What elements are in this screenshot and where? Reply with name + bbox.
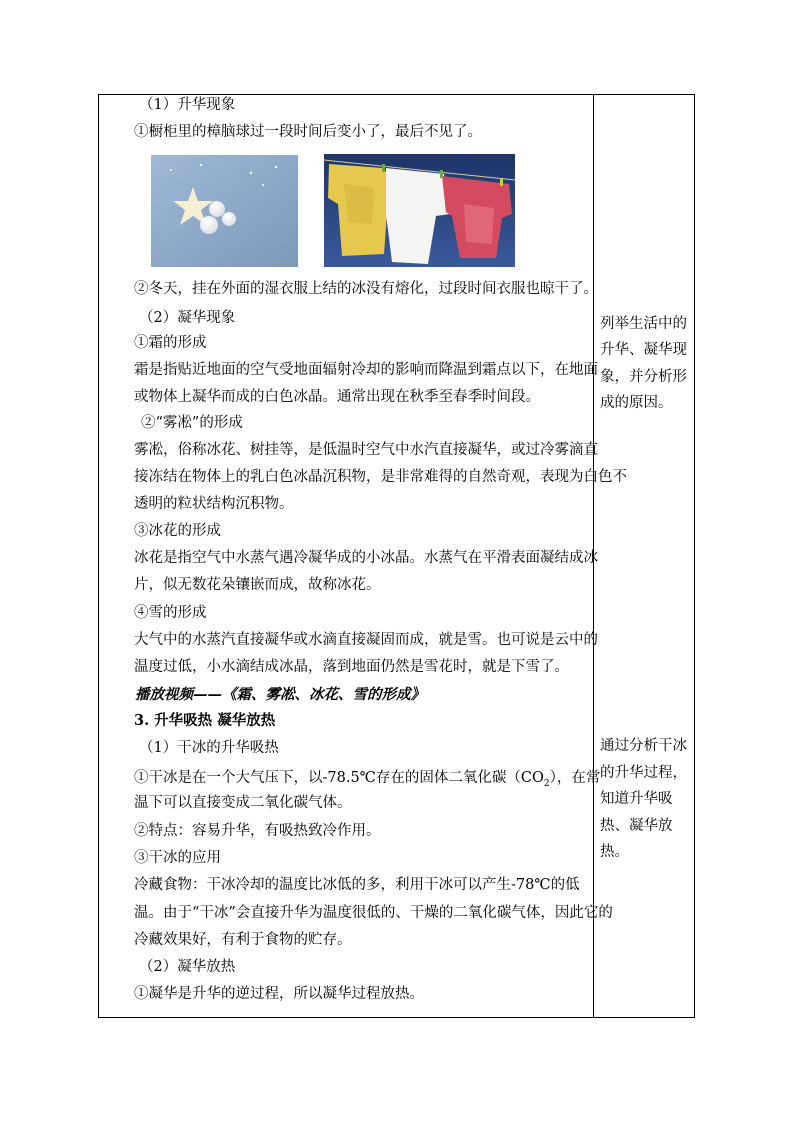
snow-text-line-2: 温度过低，小水滴结成冰晶，落到地面仍然是雪花时，就是下雪了。 bbox=[134, 659, 569, 675]
sublimation-example-2: ②冬天，挂在外面的湿衣服上结的冰没有熔化，过段时间衣服也晾干了。 bbox=[134, 281, 598, 297]
dry-ice-application-line-1: 冷藏食物：干冰冷却的温度比冰低的多，利用干冰可以产生-78℃的低 bbox=[134, 877, 580, 893]
section-sublimation-title: （1）升华现象 bbox=[139, 97, 236, 113]
dry-ice-item-3: ③干冰的应用 bbox=[134, 850, 221, 866]
frost-title: ①霜的形成 bbox=[134, 335, 207, 351]
dry-ice-item-1-line-2: 温下可以直接变成二氧化碳气体。 bbox=[134, 795, 352, 811]
dry-ice-title: （1）干冰的升华吸热 bbox=[139, 740, 279, 756]
section-deposition-title: （2）凝华现象 bbox=[139, 310, 236, 326]
deposition-release-title: （2）凝华放热 bbox=[139, 959, 236, 975]
frost-text-line-2: 或物体上凝华而成的白色冰晶。通常出现在秋季至春季时间段。 bbox=[134, 389, 540, 405]
dry-ice-application-line-3: 冷藏效果好，有利于食物的贮存。 bbox=[134, 932, 352, 948]
lesson-table bbox=[98, 94, 695, 1018]
snow-title: ④雪的形成 bbox=[134, 605, 207, 621]
dry-ice-item-1-part-b: ），在常 bbox=[549, 770, 601, 786]
co2-subscript: 2 bbox=[543, 778, 550, 789]
mothball-image bbox=[151, 155, 298, 267]
note-1-line-3: 象，并分析形 bbox=[600, 369, 687, 385]
note-2-line-1: 通过分析干冰 bbox=[600, 738, 687, 754]
frost-text-line-1: 霜是指贴近地面的空气受地面辐射冷却的影响而降温到霜点以下，在地面 bbox=[134, 362, 598, 378]
mothball-illustration bbox=[151, 155, 298, 267]
note-2-line-5: 热。 bbox=[600, 844, 629, 860]
ice-flower-title: ③冰花的形成 bbox=[134, 523, 221, 539]
rime-text-line-2: 接冻结在物体上的乳白色冰晶沉积物，是非常难得的自然奇观，表现为白色不 bbox=[134, 469, 627, 485]
content-column bbox=[99, 95, 627, 1017]
dry-ice-item-2: ②特点：容易升华，有吸热致冷作用。 bbox=[134, 823, 381, 839]
note-1-line-1: 列举生活中的 bbox=[600, 316, 687, 332]
notes-column bbox=[594, 95, 694, 1017]
dry-ice-item-1-line-1 bbox=[134, 768, 600, 794]
ice-flower-text-line-1: 冰花是指空气中水蒸气遇冷凝华成的小冰晶。水蒸气在平滑表面凝结成冰 bbox=[134, 550, 598, 566]
rime-text-line-1: 雾凇，俗称冰花、树挂等，是低温时空气中水汽直接凝华，或过冷雾滴直 bbox=[134, 442, 598, 458]
note-1-line-2: 升华、凝华现 bbox=[600, 342, 687, 358]
video-line: 播放视频——《霜、雾凇、冰花、雪的形成》 bbox=[135, 686, 425, 703]
note-1-line-4: 成的原因。 bbox=[600, 395, 673, 411]
dry-ice-item-1-part-a: ①干冰是在一个大气压下，以-78.5℃存在的固体二氧化碳（CO bbox=[134, 770, 544, 786]
ice-flower-text-line-2: 片，似无数花朵镶嵌而成，故称冰花。 bbox=[134, 577, 381, 593]
sublimation-example-1: ①橱柜里的樟脑球过一段时间后变小了，最后不见了。 bbox=[134, 124, 482, 140]
section-3-heading: 3. 升华吸热 凝华放热 bbox=[134, 712, 276, 729]
snow-text-line-1: 大气中的水蒸汽直接凝华或水滴直接凝固而成，就是雪。也可说是云中的 bbox=[134, 632, 598, 648]
note-2-line-3: 知道升华吸 bbox=[600, 791, 673, 807]
note-2-line-4: 热、凝华放 bbox=[600, 818, 673, 834]
rime-text-line-3: 透明的粒状结构沉积物。 bbox=[134, 496, 294, 512]
deposition-release-item-1: ①凝华是升华的逆过程，所以凝华过程放热。 bbox=[134, 986, 424, 1002]
clothesline-illustration bbox=[324, 154, 515, 267]
rime-title: ②“雾凇”的形成 bbox=[141, 415, 243, 431]
note-2-line-2: 的升华过程， bbox=[600, 765, 687, 781]
clothesline-image bbox=[324, 154, 515, 267]
dry-ice-application-line-2: 温。由于“干冰”会直接升华为温度很低的、干燥的二氧化碳气体，因此它的 bbox=[134, 905, 613, 921]
